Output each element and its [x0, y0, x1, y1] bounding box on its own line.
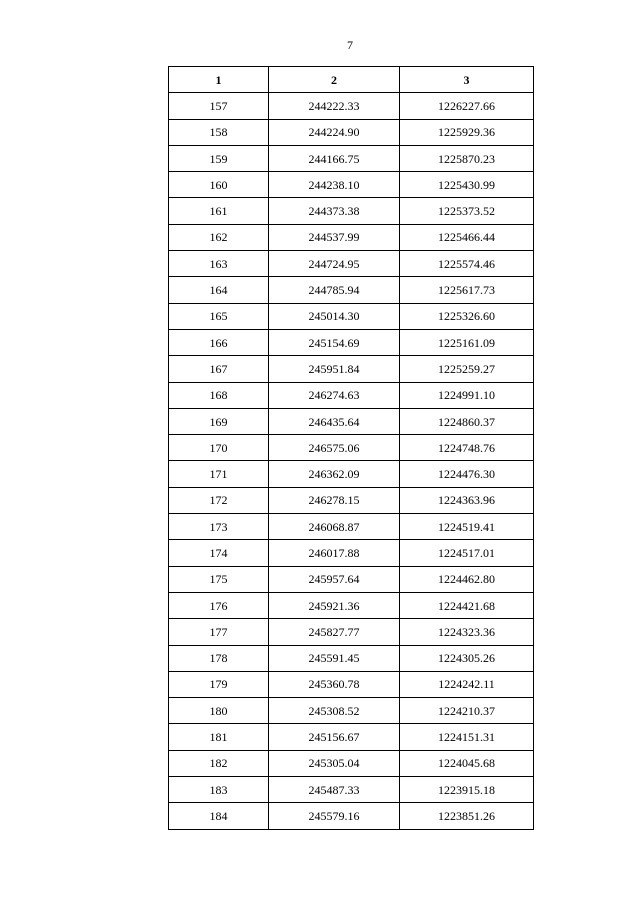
x-coordinate-cell: 245360.78 — [269, 671, 400, 697]
x-coordinate-cell: 245487.33 — [269, 777, 400, 803]
x-coordinate-cell: 246362.09 — [269, 461, 400, 487]
coordinates-table — [168, 66, 534, 830]
table-row — [169, 145, 534, 171]
table-header — [169, 67, 534, 93]
table-row — [169, 382, 534, 408]
point-number-cell: 157 — [169, 93, 269, 119]
table-row — [169, 461, 534, 487]
y-coordinate-cell: 1224045.68 — [400, 750, 534, 776]
x-coordinate-cell: 244537.99 — [269, 224, 400, 250]
y-coordinate-cell: 1224363.96 — [400, 487, 534, 513]
point-number-cell: 178 — [169, 645, 269, 671]
table-row — [169, 329, 534, 355]
y-coordinate-cell: 1226227.66 — [400, 93, 534, 119]
x-coordinate-cell: 244166.75 — [269, 145, 400, 171]
x-coordinate-cell: 246068.87 — [269, 514, 400, 540]
x-coordinate-cell: 245154.69 — [269, 329, 400, 355]
y-coordinate-cell: 1225430.99 — [400, 172, 534, 198]
x-coordinate-cell: 245921.36 — [269, 592, 400, 618]
table-row — [169, 356, 534, 382]
table-row — [169, 592, 534, 618]
x-coordinate-cell: 244222.33 — [269, 93, 400, 119]
x-coordinate-cell: 245591.45 — [269, 645, 400, 671]
table-row — [169, 777, 534, 803]
y-coordinate-cell: 1224242.11 — [400, 671, 534, 697]
x-coordinate-cell: 246575.06 — [269, 435, 400, 461]
table-row — [169, 566, 534, 592]
point-number-cell: 176 — [169, 592, 269, 618]
point-number-cell: 169 — [169, 408, 269, 434]
table-row — [169, 408, 534, 434]
y-coordinate-cell: 1224860.37 — [400, 408, 534, 434]
point-number-cell: 181 — [169, 724, 269, 750]
point-number-cell: 164 — [169, 277, 269, 303]
table-row — [169, 671, 534, 697]
point-number-cell: 170 — [169, 435, 269, 461]
table-row — [169, 303, 534, 329]
table-row — [169, 645, 534, 671]
x-coordinate-cell: 245014.30 — [269, 303, 400, 329]
table-row — [169, 224, 534, 250]
x-coordinate-cell: 246435.64 — [269, 408, 400, 434]
table-row — [169, 251, 534, 277]
y-coordinate-cell: 1223851.26 — [400, 803, 534, 829]
point-number-cell: 182 — [169, 750, 269, 776]
point-number-cell: 184 — [169, 803, 269, 829]
table-body — [169, 93, 534, 829]
point-number-cell: 158 — [169, 119, 269, 145]
y-coordinate-cell: 1224210.37 — [400, 698, 534, 724]
x-coordinate-cell: 244785.94 — [269, 277, 400, 303]
table-row — [169, 93, 534, 119]
table-row — [169, 119, 534, 145]
table-row — [169, 435, 534, 461]
x-coordinate-cell: 245827.77 — [269, 619, 400, 645]
x-coordinate-cell: 245579.16 — [269, 803, 400, 829]
point-number-cell: 173 — [169, 514, 269, 540]
point-number-cell: 174 — [169, 540, 269, 566]
point-number-cell: 172 — [169, 487, 269, 513]
y-coordinate-cell: 1225929.36 — [400, 119, 534, 145]
y-coordinate-cell: 1224476.30 — [400, 461, 534, 487]
x-coordinate-cell: 245156.67 — [269, 724, 400, 750]
point-number-cell: 159 — [169, 145, 269, 171]
x-coordinate-cell: 245951.84 — [269, 356, 400, 382]
point-number-cell: 161 — [169, 198, 269, 224]
y-coordinate-cell: 1224748.76 — [400, 435, 534, 461]
x-coordinate-cell: 245308.52 — [269, 698, 400, 724]
table-row — [169, 487, 534, 513]
point-number-cell: 179 — [169, 671, 269, 697]
point-number-cell: 177 — [169, 619, 269, 645]
table-row — [169, 277, 534, 303]
table-row — [169, 172, 534, 198]
table-row — [169, 724, 534, 750]
page-number: 7 — [347, 38, 353, 52]
y-coordinate-cell: 1224323.36 — [400, 619, 534, 645]
x-coordinate-cell: 244724.95 — [269, 251, 400, 277]
table-row — [169, 750, 534, 776]
x-coordinate-cell: 244373.38 — [269, 198, 400, 224]
x-coordinate-cell: 246274.63 — [269, 382, 400, 408]
y-coordinate-cell: 1224517.01 — [400, 540, 534, 566]
table-row — [169, 803, 534, 829]
point-number-cell: 163 — [169, 251, 269, 277]
x-coordinate-cell: 244224.90 — [269, 119, 400, 145]
point-number-cell: 171 — [169, 461, 269, 487]
point-number-cell: 160 — [169, 172, 269, 198]
y-coordinate-cell: 1223915.18 — [400, 777, 534, 803]
table-row — [169, 698, 534, 724]
point-number-cell: 165 — [169, 303, 269, 329]
point-number-cell: 167 — [169, 356, 269, 382]
y-coordinate-cell: 1225617.73 — [400, 277, 534, 303]
y-coordinate-cell: 1224519.41 — [400, 514, 534, 540]
y-coordinate-cell: 1224462.80 — [400, 566, 534, 592]
y-coordinate-cell: 1224305.26 — [400, 645, 534, 671]
point-number-cell: 168 — [169, 382, 269, 408]
y-coordinate-cell: 1225373.52 — [400, 198, 534, 224]
header-row — [169, 67, 534, 93]
point-number-cell: 183 — [169, 777, 269, 803]
column-header-2: 2 — [269, 67, 400, 93]
x-coordinate-cell: 245957.64 — [269, 566, 400, 592]
point-number-cell: 175 — [169, 566, 269, 592]
x-coordinate-cell: 245305.04 — [269, 750, 400, 776]
y-coordinate-cell: 1225259.27 — [400, 356, 534, 382]
y-coordinate-cell: 1224151.31 — [400, 724, 534, 750]
y-coordinate-cell: 1225870.23 — [400, 145, 534, 171]
table-row — [169, 514, 534, 540]
x-coordinate-cell: 244238.10 — [269, 172, 400, 198]
y-coordinate-cell: 1224991.10 — [400, 382, 534, 408]
y-coordinate-cell: 1225326.60 — [400, 303, 534, 329]
column-header-1: 1 — [169, 67, 269, 93]
point-number-cell: 166 — [169, 329, 269, 355]
column-header-3: 3 — [400, 67, 534, 93]
point-number-cell: 180 — [169, 698, 269, 724]
point-number-cell: 162 — [169, 224, 269, 250]
y-coordinate-cell: 1225466.44 — [400, 224, 534, 250]
table-row — [169, 198, 534, 224]
y-coordinate-cell: 1225574.46 — [400, 251, 534, 277]
table-row — [169, 540, 534, 566]
x-coordinate-cell: 246017.88 — [269, 540, 400, 566]
y-coordinate-cell: 1224421.68 — [400, 592, 534, 618]
y-coordinate-cell: 1225161.09 — [400, 329, 534, 355]
x-coordinate-cell: 246278.15 — [269, 487, 400, 513]
table-row — [169, 619, 534, 645]
